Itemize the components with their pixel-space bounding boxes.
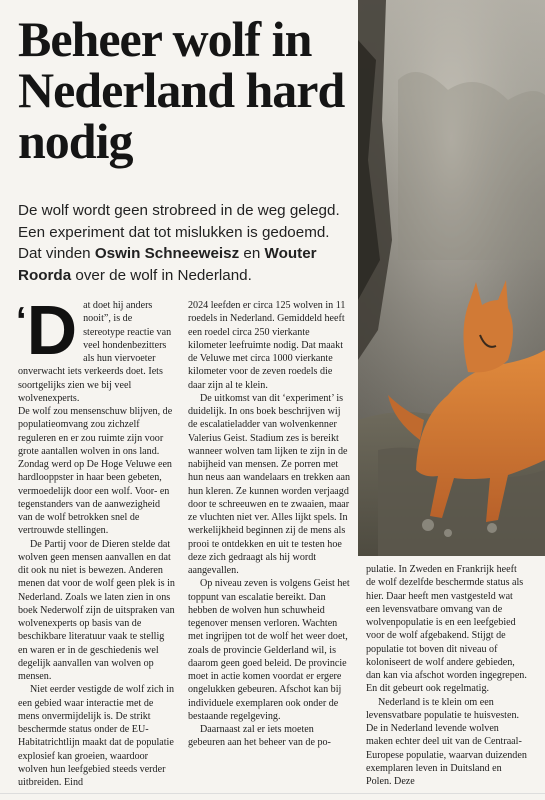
paragraph: Niet eerder vestigde de wolf zich in een gebied waar interactie met de mens onvermijdelijk is. De strikt beschermde status onder de EU-Habitatrichtlijn maakt dat de populatie explosief kan groeien, waardoor wolven hun leefgebied steeds verder uitbreiden. Eind <box>18 684 175 788</box>
bottom-rule <box>0 793 545 794</box>
body-column-3 <box>366 563 528 788</box>
lede-text-1: De wolf wordt geen strobreed in de weg gelegd. Een experiment dat tot mislukken is gedoemd. Dat vinden <box>18 202 340 262</box>
headline: Beheer wolf in Nederland hard nodig <box>18 11 345 169</box>
paragraph: De wolf zou mensenschuw blijven, de populatieomvang zou zichzelf reguleren en er zou ruimte zijn voor grote aantallen wolven in ons land. Zondag werd op De Hoge Veluwe een hardlooppster in haar been gebeten, vermoedelijk door een wolf. Voor- en tegenstanders van de aanwezigheid van de wolf betrokken snel de vertrouwde stellingen. <box>18 406 173 537</box>
paragraph: Nederland is te klein om een levensvatbare populatie te huisvesten. De in Nederland levende wolven maken echter deel uit van de Centraal-Europese populatie, waarvan duizenden exemplaren leven in Duitsland en Polen. Deze <box>366 696 527 787</box>
lede <box>18 200 348 286</box>
wolf-photo <box>358 0 545 556</box>
lede-text-2: en <box>239 245 265 262</box>
author-name-2: Wouter Roorda <box>18 245 317 284</box>
wolf-photo-illustration <box>358 0 545 556</box>
lede-text-3: over de wolf in Nederland. <box>71 266 252 284</box>
paragraph: pulatie. In Zweden en Frankrijk heeft de wolf dezelfde beschermde status als hier. Daar heeft men vastgesteld wat een levensvatbare omvang van de wolvenpopulatie is en een leefgebied voor de wolf afgebakend. Stijgt de populatie tot boven dit niveau of koloniseert de wolf andere gebieden, dan kan via afschot worden ingegrepen. En dit gebeurt ook regelmatig. <box>366 564 527 695</box>
paragraph: De uitkomst van dit ‘experiment’ is duidelijk. In ons boek beschrijven wij de escalatieladder van wolvenkenner Valerius Geist. Stadium zes is bereikt wanneer wolven tam lijken te zijn in de nabijheid van mensen. Ze porren met hun neus aan wandelaars en trekken aan hun kleren. Ze kunnen worden verjaagd door te schreeuwen en te zwaaien, maar ze vluchten niet ver. Alles lijkt spels. In werkelijkheid beginnen zij de mens als prooi te ontdekken en uit te testen hoe deze zich gedraagt als hij wordt aangevallen. <box>188 392 350 576</box>
paragraph: Op niveau zeven is volgens Geist het toppunt van escalatie bereikt. Dan hebben de wolven hun schuwheid tegenover mensen verloren. Wachten met ingrijpen tot de wolf het weer doet, zoals de provincie Gelderland wil, is daarom geen goed beleid. De provincie moet in actie komen voordat er ergere ongelukken gebeuren. Afschot kan bij individuele exemplaren ook onder de bestaande regelgeving. <box>188 578 350 722</box>
drop-cap: ‘D <box>16 291 78 369</box>
paragraph: Daarnaast zal er iets moeten gebeuren aan het beheer van de po- <box>188 724 331 749</box>
paragraph: 2024 leefden er circa 125 wolven in 11 roedels in Nederland. Gemiddeld heeft een roedel circa 250 vierkante kilometer leefruimte nodig. Dat maakt de Veluwe met circa 1000 vierkante kilometer voor de zeven roedels die daar zijn al te klein. <box>188 300 346 391</box>
body-column-2 <box>188 299 350 750</box>
paragraph: ‘D at doet hij anders nooit”, is de stereotype reactie van veel hondenbezitters als hun viervoeter onverwacht iets verkeerds doet. Iets soortgelijks zien we bij veel wolvenexperts. <box>16 291 172 404</box>
body-column-1 <box>16 291 176 789</box>
paragraph: De Partij voor de Dieren stelde dat wolven geen mensen aanvallen en dat dit ook nu niet is bewezen. Anderen menen dat voor de wolf geen plek is in Nederland. Zoals we laten zien in ons boek Nederwolf zijn de uitspraken van wolvenexperts op basis van de beschikbare literatuur vaak te stellig en waren er in de geschiedenis wel degelijk aanvallen van wolven op mensen. <box>18 538 175 682</box>
author-name-1: Oswin Schneeweisz <box>94 245 240 262</box>
